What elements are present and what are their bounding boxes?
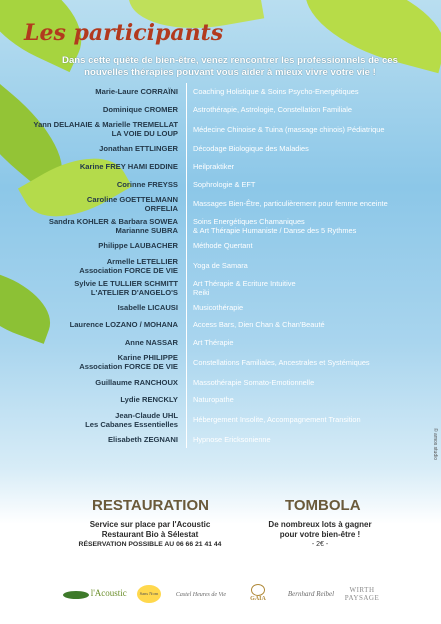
intro-text: Dans cette quête de bien-être, venez rencontrer les professionnels de ces nouvelles thérapies pouvant vous aider à mieux vivre votre vie ! [62, 55, 398, 78]
restauration-line3: RÉSERVATION POSSIBLE AU 06 66 21 41 44 [78, 541, 222, 548]
participant-name: Isabelle LICAUSI [117, 302, 178, 312]
restauration-line1: Service sur place par l'Acoustic [89, 520, 211, 529]
participant-row [0, 237, 441, 255]
participant-name: Lydie RENCKLY [120, 395, 178, 405]
participant-row [0, 118, 441, 140]
participant-specialty: Soins Energétiques Chamaniques & Art Thérapie Humaniste / Danse des 5 Rythmes [193, 216, 357, 235]
participant-row [0, 101, 441, 119]
participant-row [0, 83, 441, 101]
participant-specialty: Astrothérapie, Astrologie, Constellation Familiale [193, 104, 352, 114]
participant-name: Dominique CROMER [102, 104, 178, 114]
participant-row [0, 431, 441, 449]
copyright: © amos studio [432, 427, 438, 460]
participant-specialty: Musicothérapie [193, 302, 244, 312]
participant-name: Armelle LETELLIER Association FORCE DE VIE [79, 256, 178, 275]
participant-row [0, 255, 441, 277]
participant-name: Yann DELAHAIE & Marielle TREMELLAT LA VOIE DU LOUP [33, 120, 178, 139]
tombola-line2: pour votre bien-être ! [279, 530, 361, 539]
sponsor-gaia-logo: GAIA [238, 584, 278, 602]
participant-specialty: Access Bars, Dien Chan & Chan'Beauté [193, 320, 325, 330]
participant-name: Caroline GOETTELMANN ORFELIA [86, 194, 178, 213]
sponsor-castel-logo: Castel Heures de Vie [175, 592, 227, 598]
participant-row [0, 391, 441, 409]
participant-specialty: Méthode Quertant [193, 241, 253, 251]
participant-specialty: Constellations Familiales, Ancestrales et Systémiques [193, 357, 370, 367]
sponsor-wirth-logo: WIRTH PAYSAGE [344, 586, 380, 602]
participant-specialty: Hébergement Insolite, Accompagnement Transition [193, 415, 361, 425]
tombola-title: TOMBOLA [285, 497, 361, 514]
tombola-line1: De nombreux lots à gagner [268, 520, 372, 529]
participant-row [0, 193, 441, 215]
participant-name: Corinne FREYSS [116, 179, 178, 189]
participant-row [0, 175, 441, 193]
participant-specialty: Massothérapie Somato-Emotionnelle [193, 377, 315, 387]
sponsor-reibel-logo: Bernhard Reibel [287, 590, 335, 598]
tombola-line3: - 2€ - [311, 541, 329, 548]
sponsor-acoustic-logo: l'Acoustic [60, 588, 130, 599]
gaia-emblem-icon [251, 584, 265, 596]
participant-specialty: Médecine Chinoise & Tuina (massage chinois) Pédiatrique [193, 124, 385, 134]
participant-specialty: Naturopathe [193, 395, 234, 405]
participant-row [0, 277, 441, 299]
restauration-text [60, 520, 240, 550]
participant-name: Jonathan ETTLINGER [99, 144, 178, 154]
participant-specialty: Heilpraktiker [193, 162, 235, 172]
participant-name: Laurence LOZANO / MOHANA [69, 320, 178, 330]
participant-name: Guillaume RANCHOUX [95, 377, 178, 387]
participant-row [0, 351, 441, 373]
participant-name: Marie-Laure CORRAÏNI [95, 87, 178, 97]
participant-name: Anne NASSAR [124, 338, 178, 348]
participant-specialty: Yoga de Samara [193, 261, 248, 271]
participant-name: Jean-Claude UHL Les Cabanes Essentielles [85, 410, 178, 429]
participant-specialty: Décodage Biologique des Maladies [193, 144, 309, 154]
participant-name: Karine FREY HAMI EDDINE [79, 162, 178, 172]
participant-row [0, 140, 441, 158]
participant-row [0, 316, 441, 334]
participant-name: Karine PHILIPPE Association FORCE DE VIE [79, 353, 178, 372]
participant-row [0, 158, 441, 176]
participant-specialty: Coaching Holistique & Soins Psycho-Energétiques [193, 87, 359, 97]
participant-name: Sandra KOHLER & Barbara SOWEA Marianne SUBRA [48, 216, 178, 235]
participant-row [0, 334, 441, 352]
page-title: Les participants [24, 20, 224, 46]
restauration-title: RESTAURATION [92, 497, 209, 514]
lips-icon [63, 591, 89, 599]
participant-specialty: Sophrologie & EFT [193, 179, 256, 189]
participant-name: Elisabeth ZEGNANI [107, 434, 178, 444]
participant-row [0, 373, 441, 391]
participant-row [0, 299, 441, 317]
participant-row [0, 409, 441, 431]
restauration-line2: Restaurant Bio à Sélestat [101, 530, 199, 539]
tombola-text [245, 520, 395, 550]
participants-list [0, 83, 441, 448]
participant-specialty: Art Thérapie [193, 338, 234, 348]
participant-specialty: Massages Bien-Être, particulièrement pour femme enceinte [193, 199, 388, 209]
participant-specialty: Hypnose Ericksonienne [193, 434, 271, 444]
participant-name: Philippe LAUBACHER [98, 241, 178, 251]
participant-specialty: Art Thérapie & Ecriture Intuitive Reiki [193, 278, 296, 297]
participant-name: Sylvie LE TULLIER SCHMITT L'ATELIER D'ANGELO'S [74, 278, 178, 297]
participant-row [0, 215, 441, 237]
sponsor-sans-nom-logo: Sans Nom [137, 585, 161, 603]
